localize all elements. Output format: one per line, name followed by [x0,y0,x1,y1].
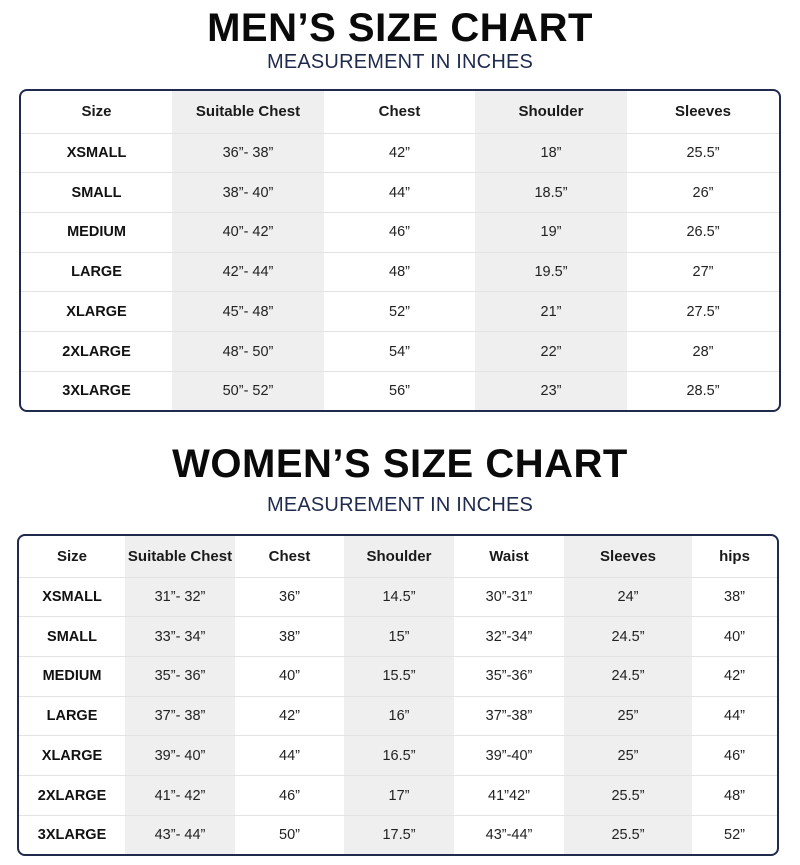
table-row [21,173,779,213]
hips-cell: 44” [692,696,777,736]
shoulder-cell: 14.5” [344,577,454,617]
shoulder-cell: 15” [344,617,454,657]
size-cell: SMALL [19,617,125,657]
women-chart-subtitle: MEASUREMENT IN INCHES [266,494,534,516]
sleeves-cell: 24.5” [564,656,692,696]
waist-cell: 30”-31” [454,577,564,617]
header-shoulder: Shoulder [344,536,454,577]
shoulder-cell: 18” [475,133,627,173]
table-row [19,577,777,617]
table-row [19,617,777,657]
waist-cell: 41”42” [454,776,564,816]
chest-cell: 38” [235,617,344,657]
size-cell: 2XLARGE [21,332,172,372]
suitable-chest-cell: 43”- 44” [125,815,235,854]
size-cell: MEDIUM [21,212,172,252]
suitable-chest-cell: 40”- 42” [172,212,324,252]
table-row [19,776,777,816]
men-size-table [21,91,779,410]
sleeves-cell: 25.5” [564,776,692,816]
table-row [19,656,777,696]
hips-cell: 46” [692,736,777,776]
shoulder-cell: 16” [344,696,454,736]
men-chart-title: MEN’S SIZE CHART [207,6,593,50]
suitable-chest-cell: 35”- 36” [125,656,235,696]
suitable-chest-cell: 41”- 42” [125,776,235,816]
chest-cell: 40” [235,656,344,696]
size-cell: LARGE [19,696,125,736]
sleeves-cell: 26.5” [627,212,779,252]
shoulder-cell: 16.5” [344,736,454,776]
men-chart-subtitle: MEASUREMENT IN INCHES [266,51,534,73]
sleeves-cell: 25” [564,736,692,776]
size-cell: LARGE [21,252,172,292]
size-cell: 3XLARGE [62,382,131,399]
header-hips: hips [692,536,777,577]
table-header-row [19,536,777,577]
sleeves-cell: 25” [564,696,692,736]
chest-cell: 42” [324,133,475,173]
sleeves-cell: 25.5” [564,815,692,854]
chest-cell: 44” [324,173,475,213]
size-cell: XLARGE [19,736,125,776]
table-row [21,371,779,410]
sleeves-cell: 28.5” [686,382,720,399]
size-cell: 2XLARGE [19,776,125,816]
shoulder-cell: 17” [344,776,454,816]
table-row [19,696,777,736]
suitable-chest-cell: 31”- 32” [125,577,235,617]
suitable-chest-cell: 45”- 48” [172,292,324,332]
hips-cell: 48” [692,776,777,816]
header-chest: Chest [324,91,475,133]
hips-cell: 38” [692,577,777,617]
chest-cell: 44” [235,736,344,776]
size-cell: XSMALL [21,133,172,173]
shoulder-cell: 21” [475,292,627,332]
sleeves-cell: 24” [564,577,692,617]
table-row [21,292,779,332]
header-suitable-chest: Suitable Chest [125,536,235,577]
header-suitable-chest: Suitable Chest [172,91,324,133]
header-size: Size [21,91,172,133]
women-chart-title: WOMEN’S SIZE CHART [172,442,628,486]
sleeves-cell: 25.5” [627,133,779,173]
sleeves-cell: 24.5” [564,617,692,657]
women-size-table-frame [17,534,779,856]
chest-cell: 46” [235,776,344,816]
hips-cell: 52” [724,826,745,843]
header-sleeves: Sleeves [627,91,779,133]
chest-cell: 46” [324,212,475,252]
header-chest: Chest [235,536,344,577]
chest-cell: 54” [324,332,475,372]
suitable-chest-cell: 37”- 38” [125,696,235,736]
shoulder-cell: 22” [475,332,627,372]
header-waist: Waist [454,536,564,577]
shoulder-cell: 19” [475,212,627,252]
chest-cell: 52” [324,292,475,332]
size-cell: 3XLARGE [37,826,107,843]
chest-cell: 56” [389,382,410,399]
table-row [21,252,779,292]
suitable-chest-cell: 38”- 40” [172,173,324,213]
suitable-chest-cell: 36”- 38” [172,133,324,173]
chest-cell: 36” [235,577,344,617]
sleeves-cell: 27.5” [627,292,779,332]
table-row [19,815,777,854]
hips-cell: 40” [692,617,777,657]
shoulder-cell: 23” [475,371,627,410]
shoulder-cell: 18.5” [475,173,627,213]
waist-cell: 37”-38” [454,696,564,736]
suitable-chest-cell: 33”- 34” [125,617,235,657]
size-cell: SMALL [21,173,172,213]
table-row [21,212,779,252]
chest-cell: 48” [324,252,475,292]
hips-cell: 42” [692,656,777,696]
waist-cell: 35”-36” [454,656,564,696]
header-sleeves: Sleeves [564,536,692,577]
chest-cell: 42” [235,696,344,736]
shoulder-cell: 19.5” [475,252,627,292]
women-size-table [19,536,777,854]
sleeves-cell: 28” [627,332,779,372]
shoulder-cell: 15.5” [344,656,454,696]
men-size-table-frame [19,89,781,412]
suitable-chest-cell: 48”- 50” [172,332,324,372]
size-cell: XLARGE [21,292,172,332]
suitable-chest-cell: 42”- 44” [172,252,324,292]
size-cell: MEDIUM [19,656,125,696]
waist-cell: 32”-34” [454,617,564,657]
table-header-row [21,91,779,133]
table-row [21,332,779,372]
waist-cell: 39”-40” [454,736,564,776]
header-shoulder: Shoulder [475,91,627,133]
waist-cell: 43”-44” [485,826,533,843]
suitable-chest-cell: 50”- 52” [172,371,324,410]
size-cell: XSMALL [19,577,125,617]
chest-cell: 50” [279,826,300,843]
table-row [19,736,777,776]
sleeves-cell: 26” [627,173,779,213]
sleeves-cell: 27” [627,252,779,292]
shoulder-cell: 17.5” [344,815,454,854]
table-row [21,133,779,173]
header-size: Size [19,536,125,577]
suitable-chest-cell: 39”- 40” [125,736,235,776]
